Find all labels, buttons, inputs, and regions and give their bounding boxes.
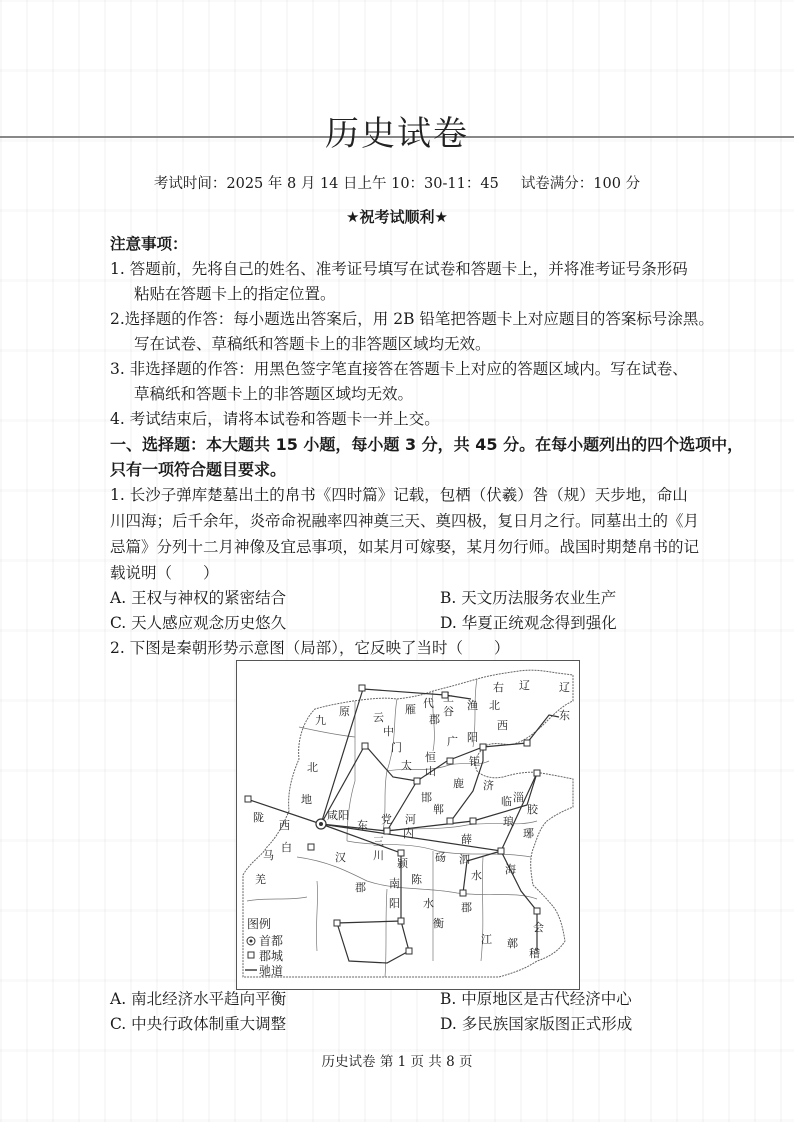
commandery-city-icon [398, 850, 404, 856]
commandery-city-icon [447, 818, 453, 824]
commandery-city-icon [524, 740, 530, 746]
region-label: 辽 [559, 681, 570, 694]
region-label: 阳 [389, 897, 400, 910]
good-luck-banner: ★祝考试顺利★ [346, 208, 448, 226]
region-label: 衡 [433, 917, 444, 930]
option-letter: C. [110, 614, 127, 632]
title-text: 历史试卷 [325, 114, 469, 154]
capital-label: 咸阳 [327, 809, 349, 822]
commandery-city-icon [534, 770, 540, 776]
commandery-city-icon [334, 920, 340, 926]
region-label: 中 [383, 725, 394, 738]
region-label: 郡 [355, 881, 366, 894]
region-label: 阳 [467, 731, 478, 744]
region-label: 陈 [411, 873, 422, 886]
region-label: 陇 [253, 811, 264, 824]
option-text: 中原地区是古代经济中心 [461, 990, 632, 1008]
region-label: 郡 [461, 901, 472, 914]
legend-title: 图例 [247, 917, 272, 931]
commandery-city-icon [498, 848, 504, 854]
region-label: 东 [357, 819, 368, 832]
commandery-city-icon [398, 918, 404, 924]
region-label: 薛 [461, 833, 472, 846]
option-letter: A. [110, 990, 127, 1008]
question-1-line: 载说明（ ） [110, 564, 219, 582]
region-label: 泗 [459, 853, 470, 866]
region-label: 邯 [421, 791, 432, 804]
exam-time: 考试时间：2025 年 8 月 14 日上午 10：30-11：45 [153, 176, 499, 192]
note-text-cont: 写在试卷、草稿纸和答题卡上的非答题区域均无效。 [134, 335, 491, 353]
region-label: 恒 [425, 751, 436, 764]
note-number: 1. [110, 260, 125, 278]
option-b[interactable] [440, 987, 770, 1012]
region-label: 鹿 [453, 777, 464, 790]
region-label: 河 [405, 813, 416, 826]
qin-dynasty-map [236, 660, 580, 990]
region-label: 渔 [467, 699, 478, 712]
page-footer: 历史试卷 第 1 页 共 8 页 [321, 1054, 473, 1070]
exam-meta [0, 172, 794, 193]
option-letter: B. [440, 990, 457, 1008]
region-label: 右 [493, 681, 504, 694]
option-text: 天人感应观念历史悠久 [131, 614, 287, 632]
region-label: 谷 [443, 705, 454, 718]
region-label: 汉 [335, 851, 346, 864]
commandery-city-icon [248, 952, 254, 958]
option-text: 天文历法服务农业生产 [461, 589, 617, 607]
region-label: 上 [443, 691, 454, 704]
notes-list [110, 257, 760, 432]
region-label: 临 [501, 795, 512, 808]
option-b[interactable] [440, 586, 770, 611]
question-1-options [110, 586, 770, 636]
question-2 [110, 636, 760, 661]
note-number: 4. [110, 410, 125, 428]
commandery-city-icon [406, 948, 412, 954]
option-text: 华夏正统观念得到强化 [461, 614, 617, 632]
legend-label: 郡城 [259, 949, 284, 963]
region-label: 郡 [429, 713, 440, 726]
commandery-city-icon [414, 778, 420, 784]
region-label: 颍 [397, 857, 408, 870]
page-title [0, 106, 794, 155]
section-heading-line2: 只有一项符合题目要求。 [110, 460, 287, 479]
option-letter: A. [110, 589, 127, 607]
region-label: 东 [559, 709, 570, 722]
region-label: 琅 [503, 815, 514, 828]
region-label: 原 [339, 705, 350, 718]
note-item [110, 357, 760, 407]
commandery-city-icon [534, 908, 540, 914]
region-label: 鄣 [507, 937, 518, 950]
legend-label: 首都 [259, 934, 284, 948]
region-label: 郸 [433, 803, 444, 816]
option-c[interactable] [110, 611, 440, 636]
region-label: 海 [505, 863, 516, 876]
region-label: 稽 [529, 947, 540, 960]
legend-label: 驰道 [259, 964, 284, 978]
region-label: 雁 [405, 703, 416, 716]
option-letter: D. [440, 614, 457, 632]
section-heading-line1: 一、选择题：本大题共 15 小题，每小题 3 分，共 45 分。在每小题列出的四个选项中， [110, 435, 744, 454]
option-letter: C. [110, 1015, 127, 1033]
commandery-city-icon [480, 744, 486, 750]
question-2-line: 2. 下图是秦朝形势示意图（局部），它反映了当时（ ） [110, 639, 510, 657]
capital-icon [247, 937, 255, 945]
question-1 [110, 482, 782, 586]
region-label: 羌 [255, 873, 266, 886]
region-label: 三 [373, 835, 384, 848]
region-label: 北 [489, 699, 500, 712]
region-label: 钜 [469, 755, 480, 768]
note-item [110, 257, 760, 307]
commandery-city-icon [359, 685, 365, 691]
region-label: 马 [263, 849, 274, 862]
region-label: 广 [447, 735, 458, 748]
note-item [110, 307, 760, 357]
region-label: 淄 [513, 791, 524, 804]
region-label: 北 [307, 761, 318, 774]
region-label: 西 [279, 819, 290, 832]
region-label: 水 [471, 869, 482, 882]
note-number: 2. [110, 310, 125, 328]
region-label: 南 [389, 877, 400, 890]
notes-heading: 注意事项： [110, 235, 188, 253]
region-label: 济 [483, 779, 494, 792]
note-text: 考试结束后，请将本试卷和答题卡一并上交。 [129, 410, 440, 428]
commandery-city-icon [362, 743, 368, 749]
full-score: 试卷满分：100 分 [520, 176, 641, 192]
region-label: 白 [281, 841, 292, 854]
region-label: 代 [423, 697, 434, 710]
region-label: 砀 [435, 851, 446, 864]
option-text: 多民族国家版图正式形成 [461, 1015, 633, 1033]
option-d[interactable] [440, 611, 770, 636]
region-label: 江 [481, 933, 492, 946]
commandery-city-icon [460, 890, 466, 896]
option-text: 王权与神权的紧密结合 [131, 589, 287, 607]
option-c[interactable] [110, 1012, 440, 1037]
region-label: 党 [381, 813, 392, 826]
note-number: 3. [110, 360, 125, 378]
option-letter: D. [440, 1015, 457, 1033]
region-label: 胶 [527, 803, 538, 816]
region-label: 水 [423, 897, 434, 910]
option-text: 南北经济水平趋向平衡 [131, 990, 287, 1008]
option-text: 中央行政体制重大调整 [131, 1015, 287, 1033]
question-1-line: 1. 长沙子弹库楚墓出土的帛书《四时篇》记载，包栖（伏羲）咎（规）天步地，命山 [110, 486, 688, 504]
question-1-line: 川四海；后千余年，炎帝命祝融率四神奠三天、奠四极，复日月之行。同墓出土的《月 [110, 512, 700, 530]
commandery-city-icon [384, 828, 390, 834]
region-label: 门 [391, 741, 402, 754]
option-letter: B. [440, 589, 457, 607]
region-label: 川 [373, 849, 384, 862]
region-label: 内 [403, 827, 414, 840]
commandery-city-icon [470, 818, 476, 824]
note-text: 答题前，先将自己的姓名、准考证号填写在试卷和答题卡上，并将准考证号条形码 [129, 260, 688, 278]
note-text-cont: 粘贴在答题卡上的指定位置。 [134, 285, 336, 303]
question-2-options [110, 987, 770, 1037]
region-label: 辽 [519, 679, 530, 692]
option-a[interactable] [110, 586, 440, 611]
map-svg [237, 661, 579, 989]
capital-icon [316, 819, 326, 829]
region-label: 会 [533, 921, 544, 934]
region-label: 太 [401, 759, 412, 772]
section-heading [110, 432, 760, 482]
option-a[interactable] [110, 987, 440, 1012]
note-text-cont: 草稿纸和答题卡上的非答题区域均无效。 [134, 385, 414, 403]
region-label: 九 [315, 714, 326, 727]
commandery-city-icon [447, 758, 453, 764]
region-label: 山 [425, 765, 436, 778]
region-label: 琊 [523, 827, 534, 840]
commandery-city-icon [308, 844, 314, 850]
region-label: 云 [373, 711, 384, 724]
option-d[interactable] [440, 1012, 770, 1037]
note-text: 非选择题的作答：用黑色签字笔直接答在答题卡上对应的答题区域内。写在试卷、 [129, 360, 688, 378]
note-item [110, 407, 760, 432]
question-1-line: 忌篇》分列十二月神像及宜忌事项，如某月可嫁娶，某月勿行师。战国时期楚帛书的记 [110, 538, 700, 556]
region-label: 地 [301, 793, 312, 806]
note-text: 选择题的作答：每小题选出答案后，用 2B 铅笔把答题卡上对应题目的答案标号涂黑。 [124, 310, 714, 328]
commandery-city-icon [245, 796, 251, 802]
region-label: 西 [497, 719, 508, 732]
